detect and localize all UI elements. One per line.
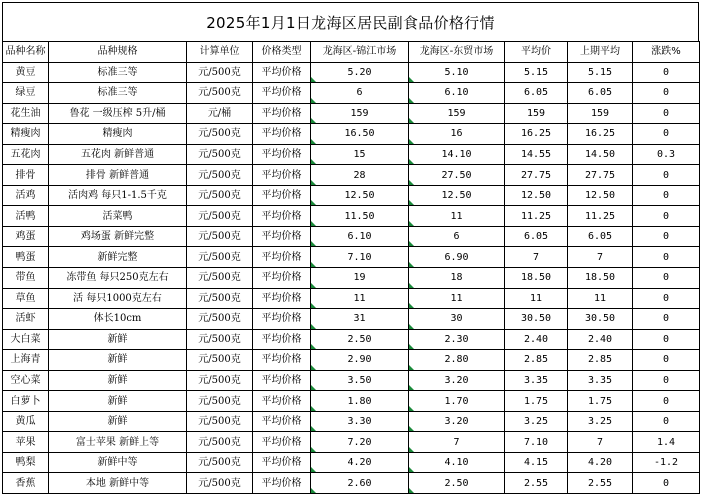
cell-change-percent: 0 (633, 370, 700, 391)
price-table (2, 41, 700, 494)
cell-spec: 新鲜 (49, 391, 187, 412)
cell-change-percent: 0 (633, 226, 700, 247)
cell-name: 活虾 (3, 309, 49, 330)
cell-jinjiang-price: 11 (311, 288, 409, 309)
table-row (3, 432, 700, 453)
cell-change-percent: 0 (633, 473, 700, 494)
table-row (3, 452, 700, 473)
cell-previous-average: 16.25 (568, 124, 633, 145)
cell-change-percent: 0 (633, 62, 700, 83)
cell-previous-average: 11 (568, 288, 633, 309)
cell-name: 活鸡 (3, 185, 49, 206)
cell-unit: 元/500克 (187, 452, 253, 473)
cell-average-price: 27.75 (505, 165, 568, 186)
cell-unit: 元/500克 (187, 432, 253, 453)
title-row (2, 2, 699, 41)
table-row (3, 206, 700, 227)
cell-change-percent: 0 (633, 124, 700, 145)
cell-spec: 五花肉 新鲜普通 (49, 144, 187, 165)
cell-spec: 冻带鱼 每只250克左右 (49, 268, 187, 289)
cell-average-price: 11 (505, 288, 568, 309)
cell-spec: 精瘦肉 (49, 124, 187, 145)
cell-dongmao-price: 159 (409, 103, 505, 124)
cell-change-percent: 0 (633, 206, 700, 227)
cell-average-price: 159 (505, 103, 568, 124)
cell-average-price: 6.05 (505, 83, 568, 104)
table-row (3, 165, 700, 186)
cell-name: 五花肉 (3, 144, 49, 165)
table-row (3, 411, 700, 432)
cell-previous-average: 2.55 (568, 473, 633, 494)
cell-unit: 元/500克 (187, 247, 253, 268)
cell-change-percent: 0 (633, 103, 700, 124)
cell-average-price: 18.50 (505, 268, 568, 289)
cell-dongmao-price: 3.20 (409, 411, 505, 432)
cell-average-price: 7 (505, 247, 568, 268)
cell-spec: 富士苹果 新鲜上等 (49, 432, 187, 453)
cell-dongmao-price: 27.50 (409, 165, 505, 186)
cell-unit: 元/500克 (187, 268, 253, 289)
table-row (3, 103, 700, 124)
cell-unit: 元/500克 (187, 391, 253, 412)
cell-price-type: 平均价格 (253, 432, 311, 453)
header-name: 品种名称 (3, 42, 49, 63)
cell-previous-average: 3.25 (568, 411, 633, 432)
cell-previous-average: 1.75 (568, 391, 633, 412)
cell-unit: 元/500克 (187, 144, 253, 165)
cell-unit: 元/500克 (187, 329, 253, 350)
cell-change-percent: 0 (633, 268, 700, 289)
cell-previous-average: 7 (568, 247, 633, 268)
cell-dongmao-price: 18 (409, 268, 505, 289)
cell-change-percent: 1.4 (633, 432, 700, 453)
table-row (3, 350, 700, 371)
table-row (3, 144, 700, 165)
cell-dongmao-price: 16 (409, 124, 505, 145)
cell-dongmao-price: 6.90 (409, 247, 505, 268)
cell-dongmao-price: 11 (409, 206, 505, 227)
cell-spec: 体长10cm (49, 309, 187, 330)
cell-name: 鸡蛋 (3, 226, 49, 247)
cell-dongmao-price: 14.10 (409, 144, 505, 165)
cell-previous-average: 27.75 (568, 165, 633, 186)
cell-unit: 元/500克 (187, 288, 253, 309)
table-row (3, 473, 700, 494)
cell-change-percent: 0 (633, 83, 700, 104)
cell-spec: 新鲜完整 (49, 247, 187, 268)
cell-dongmao-price: 6 (409, 226, 505, 247)
table-row (3, 370, 700, 391)
cell-dongmao-price: 30 (409, 309, 505, 330)
cell-name: 鸭蛋 (3, 247, 49, 268)
cell-jinjiang-price: 15 (311, 144, 409, 165)
cell-unit: 元/500克 (187, 124, 253, 145)
cell-average-price: 2.55 (505, 473, 568, 494)
cell-name: 草鱼 (3, 288, 49, 309)
table-body (3, 62, 700, 493)
cell-previous-average: 7 (568, 432, 633, 453)
cell-previous-average: 4.20 (568, 452, 633, 473)
cell-price-type: 平均价格 (253, 165, 311, 186)
cell-dongmao-price: 4.10 (409, 452, 505, 473)
header-dongmao-market: 龙海区-东贸市场 (409, 42, 505, 63)
table-row (3, 185, 700, 206)
cell-average-price: 11.25 (505, 206, 568, 227)
cell-unit: 元/500克 (187, 473, 253, 494)
cell-price-type: 平均价格 (253, 391, 311, 412)
cell-dongmao-price: 3.20 (409, 370, 505, 391)
table-row (3, 247, 700, 268)
cell-dongmao-price: 11 (409, 288, 505, 309)
cell-previous-average: 6.05 (568, 83, 633, 104)
cell-jinjiang-price: 6 (311, 83, 409, 104)
cell-previous-average: 2.40 (568, 329, 633, 350)
cell-price-type: 平均价格 (253, 370, 311, 391)
cell-change-percent: 0 (633, 185, 700, 206)
cell-jinjiang-price: 3.50 (311, 370, 409, 391)
cell-previous-average: 2.85 (568, 350, 633, 371)
table-row (3, 309, 700, 330)
cell-change-percent: -1.2 (633, 452, 700, 473)
cell-price-type: 平均价格 (253, 185, 311, 206)
cell-previous-average: 6.05 (568, 226, 633, 247)
cell-change-percent: 0 (633, 411, 700, 432)
header-average: 平均价 (505, 42, 568, 63)
cell-price-type: 平均价格 (253, 103, 311, 124)
cell-average-price: 16.25 (505, 124, 568, 145)
cell-jinjiang-price: 2.90 (311, 350, 409, 371)
cell-previous-average: 12.50 (568, 185, 633, 206)
cell-spec: 标准三等 (49, 83, 187, 104)
cell-average-price: 2.40 (505, 329, 568, 350)
cell-name: 黄豆 (3, 62, 49, 83)
cell-price-type: 平均价格 (253, 473, 311, 494)
cell-price-type: 平均价格 (253, 124, 311, 145)
cell-unit: 元/500克 (187, 411, 253, 432)
header-price-type: 价格类型 (253, 42, 311, 63)
cell-average-price: 2.85 (505, 350, 568, 371)
header-previous-average: 上期平均 (568, 42, 633, 63)
cell-average-price: 4.15 (505, 452, 568, 473)
cell-jinjiang-price: 19 (311, 268, 409, 289)
cell-price-type: 平均价格 (253, 268, 311, 289)
cell-unit: 元/桶 (187, 103, 253, 124)
cell-dongmao-price: 2.80 (409, 350, 505, 371)
table-row (3, 83, 700, 104)
cell-unit: 元/500克 (187, 350, 253, 371)
cell-name: 活鸭 (3, 206, 49, 227)
cell-previous-average: 11.25 (568, 206, 633, 227)
cell-previous-average: 3.35 (568, 370, 633, 391)
cell-spec: 活肉鸡 每只1-1.5千克 (49, 185, 187, 206)
cell-name: 花生油 (3, 103, 49, 124)
cell-price-type: 平均价格 (253, 329, 311, 350)
cell-jinjiang-price: 1.80 (311, 391, 409, 412)
cell-unit: 元/500克 (187, 206, 253, 227)
cell-spec: 鲁花 一级压榨 5升/桶 (49, 103, 187, 124)
header-spec: 品种规格 (49, 42, 187, 63)
cell-name: 香蕉 (3, 473, 49, 494)
cell-average-price: 6.05 (505, 226, 568, 247)
cell-spec: 活 每只1000克左右 (49, 288, 187, 309)
cell-unit: 元/500克 (187, 370, 253, 391)
table-row (3, 268, 700, 289)
cell-name: 大白菜 (3, 329, 49, 350)
cell-dongmao-price: 7 (409, 432, 505, 453)
cell-name: 绿豆 (3, 83, 49, 104)
cell-unit: 元/500克 (187, 83, 253, 104)
cell-spec: 本地 新鲜中等 (49, 473, 187, 494)
cell-spec: 新鲜 (49, 411, 187, 432)
cell-previous-average: 18.50 (568, 268, 633, 289)
cell-name: 苹果 (3, 432, 49, 453)
cell-unit: 元/500克 (187, 62, 253, 83)
cell-change-percent: 0 (633, 165, 700, 186)
cell-spec: 活菜鸭 (49, 206, 187, 227)
price-sheet (2, 2, 699, 494)
cell-average-price: 30.50 (505, 309, 568, 330)
cell-jinjiang-price: 159 (311, 103, 409, 124)
cell-price-type: 平均价格 (253, 83, 311, 104)
cell-average-price: 1.75 (505, 391, 568, 412)
cell-name: 鸭梨 (3, 452, 49, 473)
cell-name: 黄瓜 (3, 411, 49, 432)
cell-spec: 新鲜 (49, 350, 187, 371)
cell-price-type: 平均价格 (253, 247, 311, 268)
cell-dongmao-price: 1.70 (409, 391, 505, 412)
cell-average-price: 3.35 (505, 370, 568, 391)
cell-unit: 元/500克 (187, 226, 253, 247)
cell-name: 带鱼 (3, 268, 49, 289)
cell-name: 白萝卜 (3, 391, 49, 412)
cell-price-type: 平均价格 (253, 309, 311, 330)
cell-name: 空心菜 (3, 370, 49, 391)
cell-change-percent: 0.3 (633, 144, 700, 165)
cell-previous-average: 30.50 (568, 309, 633, 330)
cell-name: 排骨 (3, 165, 49, 186)
cell-dongmao-price: 2.30 (409, 329, 505, 350)
cell-dongmao-price: 5.10 (409, 62, 505, 83)
cell-average-price: 7.10 (505, 432, 568, 453)
cell-average-price: 5.15 (505, 62, 568, 83)
cell-change-percent: 0 (633, 309, 700, 330)
cell-spec: 排骨 新鲜普通 (49, 165, 187, 186)
cell-spec: 新鲜中等 (49, 452, 187, 473)
cell-previous-average: 5.15 (568, 62, 633, 83)
cell-price-type: 平均价格 (253, 350, 311, 371)
cell-average-price: 3.25 (505, 411, 568, 432)
table-row (3, 226, 700, 247)
cell-unit: 元/500克 (187, 185, 253, 206)
cell-previous-average: 159 (568, 103, 633, 124)
cell-dongmao-price: 6.10 (409, 83, 505, 104)
cell-jinjiang-price: 11.50 (311, 206, 409, 227)
cell-price-type: 平均价格 (253, 62, 311, 83)
header-unit: 计算单位 (187, 42, 253, 63)
cell-unit: 元/500克 (187, 309, 253, 330)
cell-change-percent: 0 (633, 391, 700, 412)
cell-jinjiang-price: 3.30 (311, 411, 409, 432)
cell-jinjiang-price: 5.20 (311, 62, 409, 83)
cell-jinjiang-price: 16.50 (311, 124, 409, 145)
cell-previous-average: 14.50 (568, 144, 633, 165)
header-jinjiang-market: 龙海区-锦江市场 (311, 42, 409, 63)
cell-jinjiang-price: 2.60 (311, 473, 409, 494)
cell-jinjiang-price: 4.20 (311, 452, 409, 473)
cell-jinjiang-price: 7.20 (311, 432, 409, 453)
cell-price-type: 平均价格 (253, 452, 311, 473)
cell-jinjiang-price: 12.50 (311, 185, 409, 206)
cell-jinjiang-price: 2.50 (311, 329, 409, 350)
cell-price-type: 平均价格 (253, 411, 311, 432)
cell-average-price: 12.50 (505, 185, 568, 206)
cell-unit: 元/500克 (187, 165, 253, 186)
cell-change-percent: 0 (633, 350, 700, 371)
cell-change-percent: 0 (633, 329, 700, 350)
cell-spec: 新鲜 (49, 329, 187, 350)
cell-spec: 标准三等 (49, 62, 187, 83)
cell-spec: 新鲜 (49, 370, 187, 391)
cell-jinjiang-price: 31 (311, 309, 409, 330)
table-row (3, 124, 700, 145)
table-row (3, 391, 700, 412)
cell-price-type: 平均价格 (253, 144, 311, 165)
cell-change-percent: 0 (633, 288, 700, 309)
cell-spec: 鸡场蛋 新鲜完整 (49, 226, 187, 247)
cell-name: 上海青 (3, 350, 49, 371)
table-row (3, 329, 700, 350)
cell-jinjiang-price: 6.10 (311, 226, 409, 247)
table-row (3, 62, 700, 83)
cell-name: 精瘦肉 (3, 124, 49, 145)
cell-price-type: 平均价格 (253, 288, 311, 309)
cell-dongmao-price: 2.50 (409, 473, 505, 494)
cell-price-type: 平均价格 (253, 226, 311, 247)
cell-dongmao-price: 12.50 (409, 185, 505, 206)
cell-jinjiang-price: 28 (311, 165, 409, 186)
table-row (3, 288, 700, 309)
cell-change-percent: 0 (633, 247, 700, 268)
header-row (3, 42, 700, 63)
header-change-percent: 涨跌% (633, 42, 700, 63)
page-title: 2025年1月1日龙海区居民副食品价格行情 (206, 13, 495, 32)
cell-jinjiang-price: 7.10 (311, 247, 409, 268)
cell-average-price: 14.55 (505, 144, 568, 165)
cell-price-type: 平均价格 (253, 206, 311, 227)
